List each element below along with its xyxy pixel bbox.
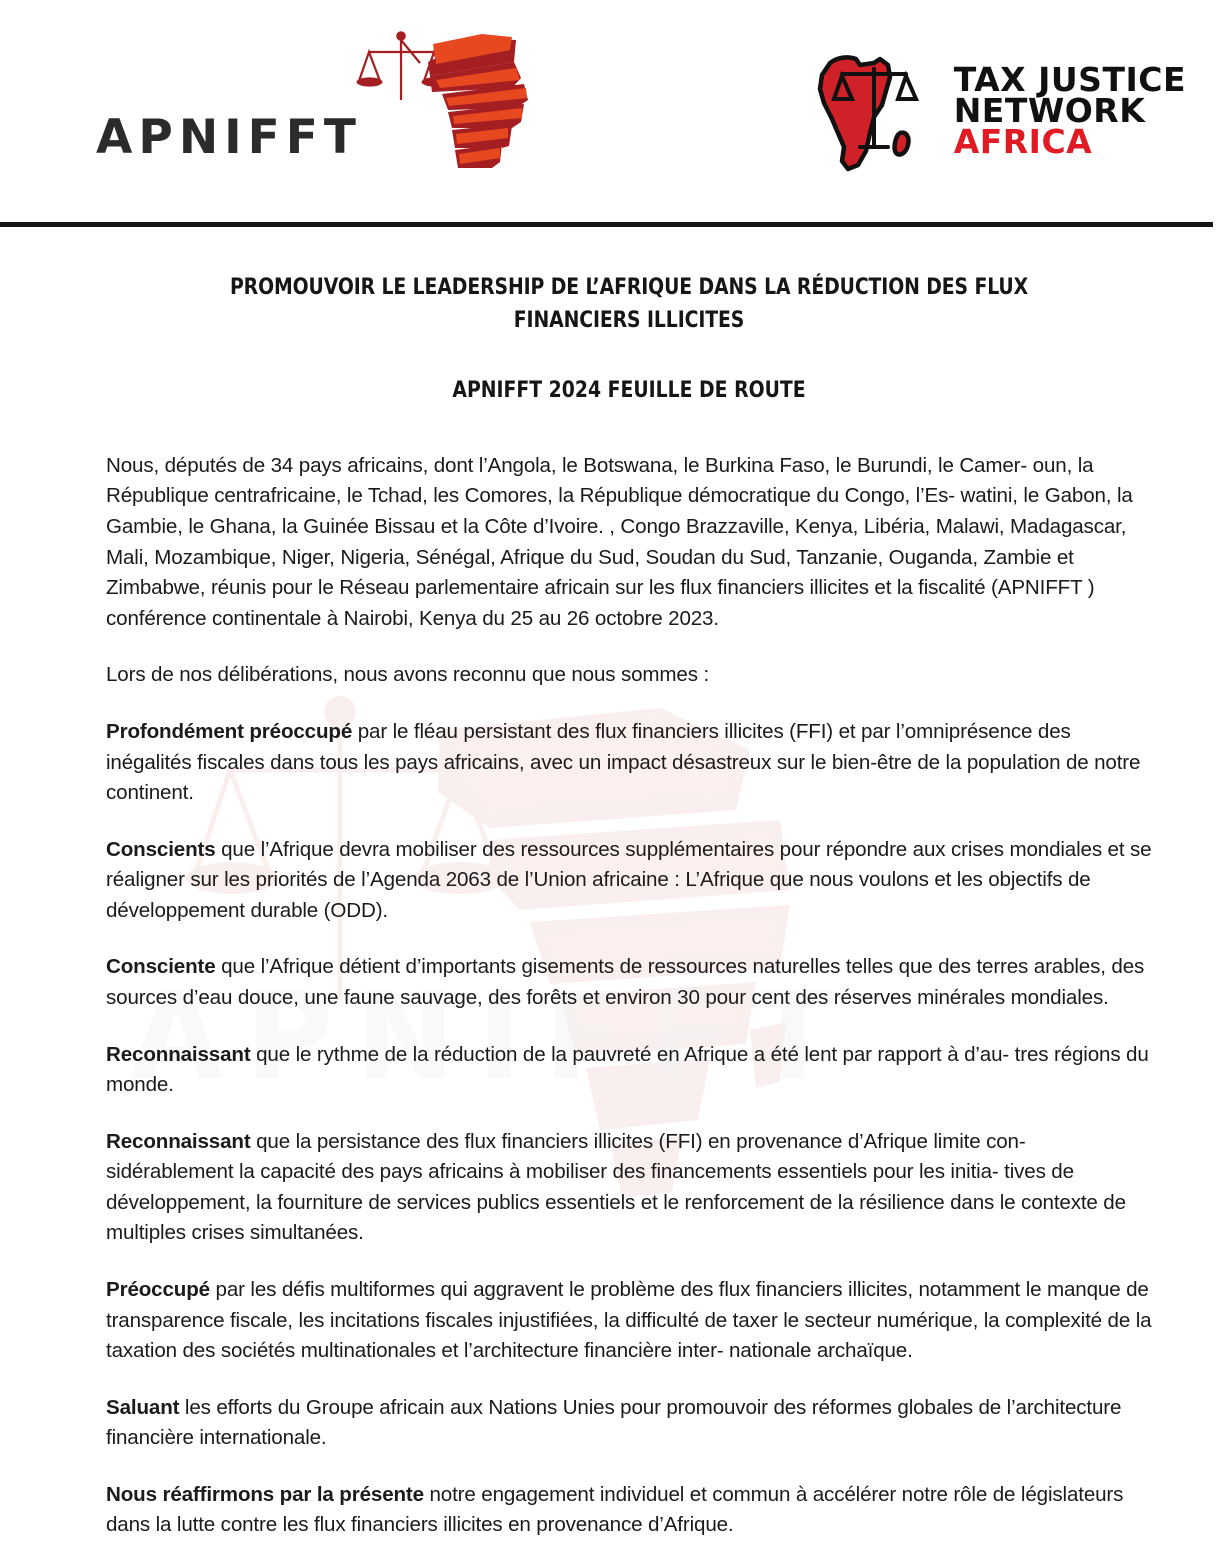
page-subtitle: APNIFFT 2024 FEUILLE DE ROUTE xyxy=(452,377,806,404)
paragraph-lead: Reconnaissant xyxy=(106,1129,251,1153)
paragraph-text: que le rythme de la réduction de la pauvreté en Afrique a été lent par rapport à d’au- tres régions du monde. xyxy=(106,1042,1149,1097)
paragraph-text: par les défis multiformes qui aggravent le problème des flux financiers illicites, notamment le manque de transparence fiscale, les incitations fiscales injustifiées, la difficulté de taxer le secteur numérique, la complexité de la taxation des sociétés multinationales et l’architecture financière inter- nationale archaïque. xyxy=(106,1278,1152,1363)
paragraph-conscients xyxy=(106,835,1152,927)
paragraph-list xyxy=(106,451,1152,1541)
paragraph-text: Nous, députés de 34 pays africains, dont l’Angola, le Botswana, le Burkina Faso, le Burundi, le Camer- oun, la République centrafricaine, le Tchad, les Comores, la République démocratique du Congo, l’Es- watini, le Gabon, la Gambie, le Ghana, la Guinée Bissau et la Côte d’Ivoire. , Congo Brazzaville, Kenya, Libéria, Malawi, Madagascar, Mali, Mozambique, Niger, Nigeria, Sénégal, Afrique du Sud, Soudan du Sud, Tanzanie, Ouganda, Zambie et Zimbabwe, réunis pour le Réseau parlementaire africain sur les flux financiers illicites et la fiscalité (APNIFFT ) conférence continentale à Nairobi, Kenya du 25 au 26 octobre 2023. xyxy=(106,453,1133,630)
paragraph-lead: Saluant xyxy=(106,1395,180,1419)
tjna-line-2: NETWORK xyxy=(953,91,1146,131)
paragraph-text: les efforts du Groupe africain aux Nations Unies pour promouvoir des réformes globales de l’architecture financière internationale. xyxy=(106,1395,1122,1450)
paragraph-text: que la persistance des flux financiers illicites (FFI) en provenance d’Afrique limite con- sidérablement la capacité des pays africains à mobiliser des financements essentiels pour les initia- tives de développement, la fourniture de services publics essentiels et le renforcement de la résilience dans le contexte de multiples crises simultanées. xyxy=(106,1129,1126,1245)
scales-africa-map-icon xyxy=(356,28,546,188)
tjna-wordmark xyxy=(953,60,1186,161)
paragraph-text: Lors de nos délibérations, nous avons reconnu que nous sommes : xyxy=(106,663,710,687)
paragraph-text: notre engagement individuel et commun à accélérer notre rôle de législateurs dans la lutte contre les flux financiers illicites en provenance d’Afrique. xyxy=(106,1482,1124,1537)
paragraph-lead: Conscients xyxy=(106,837,216,861)
paragraph-preoccupe xyxy=(106,1275,1152,1367)
paragraph-profondement-preoccupe xyxy=(106,717,1152,809)
paragraph-deliberations xyxy=(106,660,1152,691)
document-header xyxy=(0,0,1222,223)
paragraph-reconnaissant-pauvrete xyxy=(106,1040,1152,1101)
paragraph-saluant xyxy=(106,1393,1152,1454)
paragraph-lead: Consciente xyxy=(106,955,216,979)
page-title: PROMOUVOIR LE LEADERSHIP DE L’AFRIQUE DANS LA RÉDUCTION DES FLUX FINANCIERS ILLICITES xyxy=(229,274,1029,333)
tax-justice-network-africa-logo xyxy=(814,42,1186,182)
paragraph-consciente xyxy=(106,952,1152,1013)
title-block xyxy=(189,271,1069,407)
tjna-line-1: TAX JUSTICE xyxy=(953,60,1186,100)
paragraph-reconnaissant-ffi xyxy=(106,1127,1152,1249)
apnifft-wordmark: APNIFFT xyxy=(96,110,362,165)
paragraph-lead: Profondément préoccupé xyxy=(106,719,353,743)
paragraph-lead: Reconnaissant xyxy=(106,1042,251,1066)
paragraph-text: par le fléau persistant des flux financiers illicites (FFI) et par l’omniprésence des inégalités fiscales dans tous les pays africains, avec un impact désastreux sur le bien-être de la population de notre continent. xyxy=(106,719,1141,805)
paragraph-text: que l’Afrique détient d’importants gisements de ressources naturelles telles que des terres arables, des sources d’eau douce, une faune sauvage, des forêts et environ 30 pour cent des réserves minérales mondiales. xyxy=(106,955,1145,1009)
header-divider xyxy=(0,222,1213,227)
tjna-line-3: AFRICA xyxy=(953,121,1093,161)
paragraph-text: que l’Afrique devra mobiliser des ressources supplémentaires pour répondre aux crises mondiales et se réaligner sur les priorités de l’Agenda 2063 de l’Union africaine : L’Afrique que nous voulons et les objectifs de développement durable (ODD). xyxy=(106,837,1152,922)
paragraph-lead: Nous réaffirmons par la présente xyxy=(106,1482,424,1506)
africa-map-scales-icon xyxy=(814,47,936,177)
apnifft-logo xyxy=(96,32,546,192)
paragraph-intro xyxy=(106,451,1152,634)
document-body xyxy=(0,223,1222,1541)
paragraph-reaffirmons xyxy=(106,1480,1152,1541)
paragraph-lead: Préoccupé xyxy=(106,1278,210,1302)
